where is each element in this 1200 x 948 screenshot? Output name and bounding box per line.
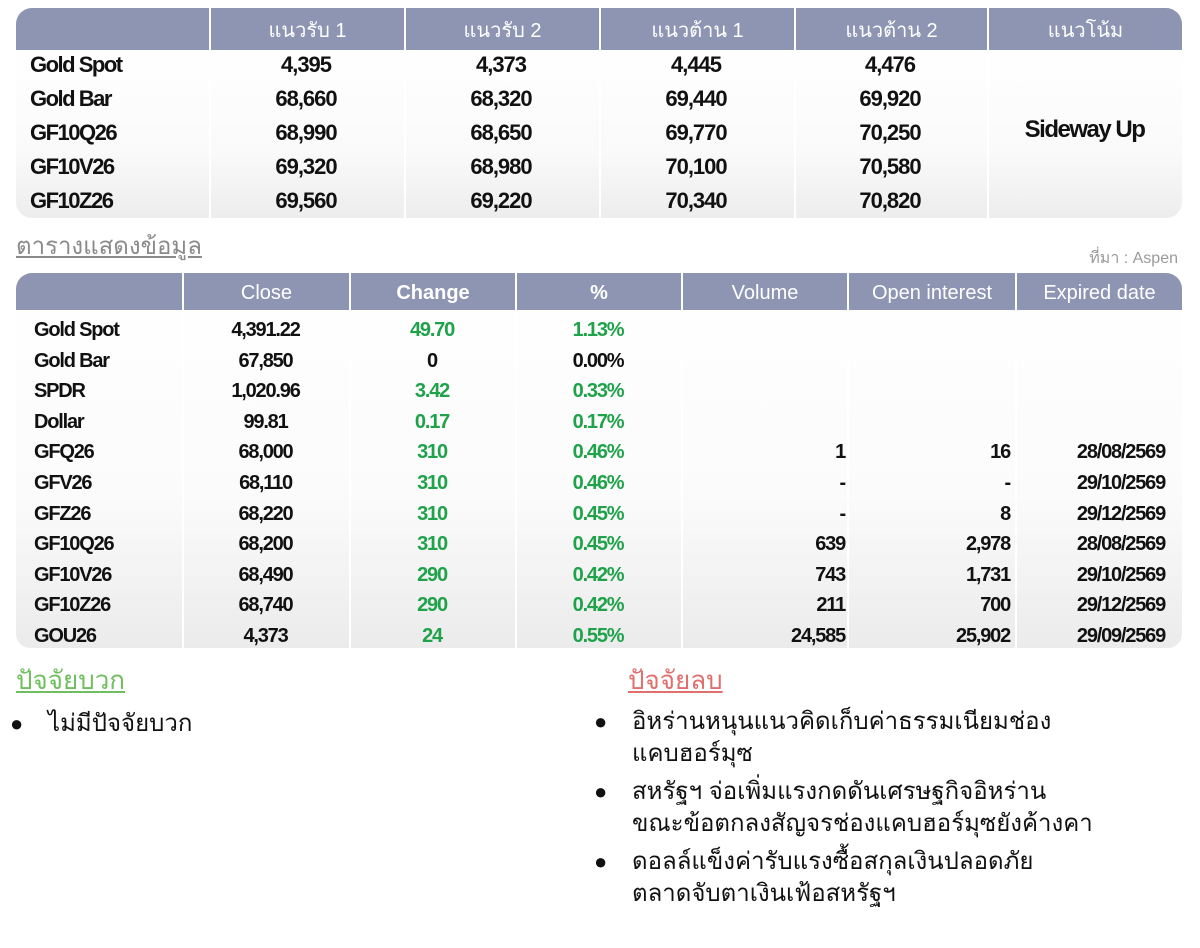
expired-date-value: 28/08/2569 (1076, 441, 1165, 463)
volume-value: - (839, 503, 845, 525)
row-label: GF10V26 (34, 564, 112, 586)
level-value: 70,340 (665, 188, 727, 213)
section-title: ตารางแสดงข้อมูล (16, 233, 202, 260)
level-value: 68,980 (470, 154, 532, 179)
change-value: 310 (417, 533, 447, 555)
change-value: 0.17 (414, 411, 450, 433)
percent-value: 0.17% (572, 411, 624, 433)
header-open-interest: Open interest (847, 273, 1015, 310)
expired-date-value: 28/08/2569 (1076, 533, 1165, 555)
change-value: 310 (417, 503, 447, 525)
negative-factor-item (594, 846, 1154, 912)
change-value: 3.42 (414, 380, 450, 402)
positive-factors-title: ปัจจัยบวก (16, 665, 126, 695)
level-value: 68,320 (470, 86, 532, 111)
header-volume: Volume (681, 273, 847, 310)
column-divider (599, 50, 601, 218)
change-value: 290 (417, 564, 447, 586)
header-trend: แนวโน้ม (987, 8, 1182, 50)
volume-value: 743 (815, 564, 845, 586)
open-interest-value: 8 (1000, 503, 1010, 525)
column-divider (209, 50, 211, 218)
volume-value: 639 (815, 533, 845, 555)
close-value: 68,740 (238, 594, 293, 616)
level-value: 70,100 (665, 154, 727, 179)
bullet-icon: ● (594, 779, 608, 804)
level-value: 4,445 (670, 52, 722, 77)
percent-value: 0.42% (572, 564, 624, 586)
header-resistance-2: แนวต้าน 2 (794, 8, 987, 50)
row-label: GF10Z26 (30, 188, 113, 213)
percent-value: 0.00% (572, 350, 624, 372)
market-data-table (16, 273, 1182, 648)
expired-date-value: 29/12/2569 (1076, 594, 1165, 616)
change-value: 49.70 (409, 319, 455, 341)
level-value: 69,560 (275, 188, 337, 213)
expired-date-value: 29/10/2569 (1076, 472, 1165, 494)
source-note: ที่มา : Aspen (1089, 250, 1178, 267)
row-label: GOU26 (34, 625, 96, 647)
bullet-icon: ● (594, 849, 608, 874)
level-value: 69,220 (470, 188, 532, 213)
percent-value: 0.42% (572, 594, 624, 616)
change-value: 0 (427, 350, 437, 372)
header-close: Close (182, 273, 349, 310)
positive-factor-item (10, 708, 570, 742)
row-label: GF10Q26 (34, 533, 114, 555)
expired-date-value: 29/12/2569 (1076, 503, 1165, 525)
level-value: 69,320 (275, 154, 337, 179)
level-value: 70,820 (859, 188, 921, 213)
volume-value: 24,585 (791, 625, 845, 647)
support-resistance-header (16, 8, 1182, 50)
open-interest-value: 2,978 (965, 533, 1010, 555)
level-value: 68,650 (470, 120, 532, 145)
expired-date-value: 29/10/2569 (1076, 564, 1165, 586)
expired-date-value: 29/09/2569 (1076, 625, 1165, 647)
volume-value: 1 (835, 441, 845, 463)
close-value: 1,020.96 (231, 380, 300, 402)
row-label: GF10V26 (30, 154, 114, 179)
row-label: Gold Spot (30, 52, 122, 77)
row-label: GFV26 (34, 472, 92, 494)
change-value: 290 (417, 594, 447, 616)
negative-factor-text: ดอลล์แข็งค่ารับแรงซื้อสกุลเงินปลอดภัย (632, 848, 1034, 875)
percent-value: 1.13% (572, 319, 624, 341)
level-value: 70,580 (859, 154, 921, 179)
row-label: Gold Spot (34, 319, 119, 341)
percent-value: 0.46% (572, 472, 624, 494)
column-divider (794, 50, 796, 218)
market-data-header (16, 273, 1182, 310)
negative-factor-text: ตลาดจับตาเงินเฟ้อสหรัฐฯ (632, 880, 896, 907)
close-value: 4,373 (243, 625, 288, 647)
open-interest-value: - (1004, 472, 1010, 494)
close-value: 67,850 (238, 350, 293, 372)
close-value: 68,110 (239, 472, 292, 494)
header-change: Change (349, 273, 515, 310)
level-value: 4,476 (864, 52, 916, 77)
percent-value: 0.33% (572, 380, 624, 402)
close-value: 4,391.22 (231, 319, 300, 341)
level-value: 68,660 (275, 86, 337, 111)
negative-factor-item (594, 776, 1154, 842)
percent-value: 0.55% (572, 625, 624, 647)
negative-factor-text: สหรัฐฯ จ่อเพิ่มแรงกดดันเศรษฐกิจอิหร่าน (632, 778, 1047, 805)
level-value: 70,250 (859, 120, 921, 145)
header-expired-date: Expired date (1015, 273, 1182, 310)
header-support-2: แนวรับ 2 (404, 8, 599, 50)
close-value: 68,200 (238, 533, 293, 555)
column-divider (404, 50, 406, 218)
row-label: Gold Bar (34, 350, 109, 372)
row-label: GFQ26 (34, 441, 94, 463)
negative-factor-text: แคบฮอร์มุซ (632, 740, 753, 767)
negative-factor-text: ขณะข้อตกลงสัญจรช่องแคบฮอร์มุซยังค้างคา (632, 810, 1093, 837)
bullet-icon: ● (10, 711, 24, 736)
row-label: GF10Q26 (30, 120, 117, 145)
level-value: 4,373 (475, 52, 527, 77)
open-interest-value: 25,902 (956, 625, 1010, 647)
row-label: Gold Bar (30, 86, 111, 111)
percent-value: 0.45% (572, 503, 624, 525)
change-value: 24 (422, 625, 442, 647)
negative-factor-text: อิหร่านหนุนแนวคิดเก็บค่าธรรมเนียมช่อง (632, 708, 1052, 735)
trend-value: Sideway Up (1024, 116, 1145, 143)
row-label: GFZ26 (34, 503, 91, 525)
change-value: 310 (417, 472, 447, 494)
close-value: 68,220 (238, 503, 293, 525)
level-value: 69,920 (859, 86, 921, 111)
level-value: 69,770 (665, 120, 727, 145)
volume-value: 211 (816, 594, 845, 616)
support-resistance-table (16, 8, 1182, 218)
volume-value: - (839, 472, 845, 494)
percent-value: 0.46% (572, 441, 624, 463)
level-value: 69,440 (665, 86, 727, 111)
open-interest-value: 700 (980, 594, 1010, 616)
open-interest-value: 1,731 (965, 564, 1010, 586)
percent-value: 0.45% (572, 533, 624, 555)
row-label: SPDR (34, 380, 85, 402)
level-value: 68,990 (275, 120, 337, 145)
header-resistance-1: แนวต้าน 1 (599, 8, 794, 50)
positive-factor-text: ไม่มีปัจจัยบวก (48, 710, 193, 737)
close-value: 68,000 (238, 441, 293, 463)
close-value: 99.81 (243, 411, 288, 433)
open-interest-value: 16 (990, 441, 1010, 463)
row-label: Dollar (34, 411, 84, 433)
header-support-1: แนวรับ 1 (209, 8, 404, 50)
header-percent: % (515, 273, 681, 310)
negative-factors-title: ปัจจัยลบ (628, 665, 723, 695)
negative-factor-item (594, 706, 1154, 772)
close-value: 68,490 (238, 564, 293, 586)
level-value: 4,395 (280, 52, 332, 77)
change-value: 310 (417, 441, 447, 463)
bullet-icon: ● (594, 709, 608, 734)
row-label: GF10Z26 (34, 594, 111, 616)
